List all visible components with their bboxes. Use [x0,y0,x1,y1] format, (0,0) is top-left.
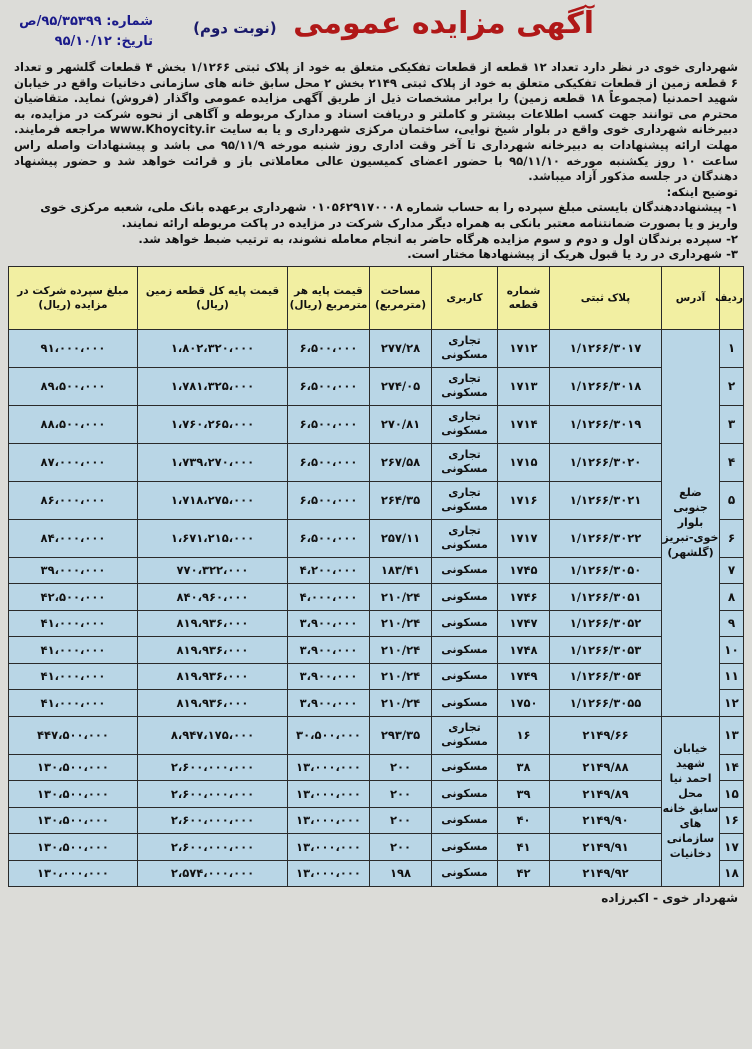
cell-plak: ۱/۱۲۶۶/۳۰۵۳ [550,637,662,664]
cell-use: مسکونی [432,663,498,690]
cell-use: تجاری مسکونی [432,481,498,519]
cell-row-number: ۱۵ [720,781,744,808]
table-row [9,637,744,664]
cell-deposit: ۱۳۰،۵۰۰،۰۰۰ [9,781,138,808]
cell-plak: ۱/۱۲۶۶/۳۰۵۵ [550,690,662,717]
table-row [9,557,744,584]
cell-use: مسکونی [432,610,498,637]
cell-address-group-2: خیابان شهید احمد نیا محل سابق خانه های سازمانی دخانیات [662,716,720,887]
cell-deposit: ۸۶،۰۰۰،۰۰۰ [9,481,138,519]
cell-base-total: ۷۷۰،۳۲۲،۰۰۰ [138,557,288,584]
cell-row-number: ۱۶ [720,807,744,834]
header-base-total: قیمت پایه کل قطعه زمین (ریال) [138,266,288,329]
cell-area: ۲۰۰ [370,781,432,808]
cell-row-number: ۹ [720,610,744,637]
cell-use: مسکونی [432,690,498,717]
cell-base-total: ۱،۷۸۱،۳۲۵،۰۰۰ [138,367,288,405]
cell-area: ۲۶۷/۵۸ [370,443,432,481]
note-item: ۲- سپرده برندگان اول و دوم و سوم مزایده هرگاه حاضر به انجام معامله نشوند، به ترتیب ضبط خواهد شد. [138,231,738,246]
cell-deposit: ۴۴۷،۵۰۰،۰۰۰ [9,716,138,754]
cell-base-total: ۸۱۹،۹۳۶،۰۰۰ [138,610,288,637]
table-row [9,690,744,717]
cell-base-per-m: ۳۰،۵۰۰،۰۰۰ [288,716,370,754]
turn-label: (نوبت دوم) [193,19,277,37]
cell-area: ۲۰۰ [370,754,432,781]
cell-area: ۲۷۷/۲۸ [370,329,432,367]
cell-piece: ۳۸ [498,754,550,781]
cell-deposit: ۸۴،۰۰۰،۰۰۰ [9,519,138,557]
cell-plak: ۱/۱۲۶۶/۳۰۱۸ [550,367,662,405]
cell-base-per-m: ۶،۵۰۰،۰۰۰ [288,519,370,557]
cell-deposit: ۸۹،۵۰۰،۰۰۰ [9,367,138,405]
cell-deposit: ۴۱،۰۰۰،۰۰۰ [9,690,138,717]
header-area: مساحت (مترمربع) [370,266,432,329]
cell-plak: ۱/۱۲۶۶/۳۰۵۴ [550,663,662,690]
cell-deposit: ۴۲،۵۰۰،۰۰۰ [9,584,138,611]
cell-base-per-m: ۱۳،۰۰۰،۰۰۰ [288,860,370,887]
cell-use: تجاری مسکونی [432,405,498,443]
table-row [9,610,744,637]
cell-area: ۱۹۸ [370,860,432,887]
cell-base-per-m: ۳،۹۰۰،۰۰۰ [288,663,370,690]
cell-plak: ۲۱۴۹/۹۲ [550,860,662,887]
header-plak: پلاک ثبتی [550,266,662,329]
cell-area: ۲۰۰ [370,834,432,861]
cell-row-number: ۷ [720,557,744,584]
cell-row-number: ۱۸ [720,860,744,887]
cell-base-per-m: ۶،۵۰۰،۰۰۰ [288,481,370,519]
cell-base-total: ۸۱۹،۹۳۶،۰۰۰ [138,637,288,664]
cell-deposit: ۳۹،۰۰۰،۰۰۰ [9,557,138,584]
cell-base-per-m: ۶،۵۰۰،۰۰۰ [288,405,370,443]
cell-base-total: ۲،۶۰۰،۰۰۰،۰۰۰ [138,834,288,861]
table-row [9,367,744,405]
table-row [9,716,744,754]
header-address: آدرس [662,266,720,329]
cell-piece: ۱۷۱۷ [498,519,550,557]
cell-area: ۲۱۰/۲۴ [370,637,432,664]
cell-row-number: ۱۰ [720,637,744,664]
table-row [9,754,744,781]
cell-base-total: ۸۴۰،۹۶۰،۰۰۰ [138,584,288,611]
number-value: ۹۵/۳۵۳۹۹/ص [19,14,102,29]
cell-deposit: ۴۱،۰۰۰،۰۰۰ [9,663,138,690]
note-item: ۳- شهرداری در رد یا قبول هریک از پیشنهادها مختار است. [407,247,738,262]
table-row [9,584,744,611]
cell-plak: ۱/۱۲۶۶/۳۰۲۲ [550,519,662,557]
cell-base-total: ۱،۸۰۲،۳۲۰،۰۰۰ [138,329,288,367]
cell-plak: ۲۱۴۹/۸۸ [550,754,662,781]
cell-base-total: ۱،۷۶۰،۲۶۵،۰۰۰ [138,405,288,443]
cell-base-per-m: ۶،۵۰۰،۰۰۰ [288,367,370,405]
cell-deposit: ۱۳۰،۵۰۰،۰۰۰ [9,754,138,781]
table-row [9,405,744,443]
cell-row-number: ۱۲ [720,690,744,717]
cell-deposit: ۸۸،۵۰۰،۰۰۰ [9,405,138,443]
cell-use: مسکونی [432,557,498,584]
cell-piece: ۱۷۱۶ [498,481,550,519]
cell-base-per-m: ۱۳،۰۰۰،۰۰۰ [288,834,370,861]
cell-piece: ۱۷۵۰ [498,690,550,717]
cell-area: ۲۱۰/۲۴ [370,610,432,637]
cell-plak: ۱/۱۲۶۶/۳۰۵۰ [550,557,662,584]
cell-use: تجاری مسکونی [432,443,498,481]
cell-piece: ۱۷۱۵ [498,443,550,481]
cell-deposit: ۱۳۰،۵۰۰،۰۰۰ [9,834,138,861]
number-label: شماره: [106,14,153,29]
cell-base-total: ۲،۵۷۴،۰۰۰،۰۰۰ [138,860,288,887]
cell-plak: ۱/۱۲۶۶/۳۰۵۲ [550,610,662,637]
cell-plak: ۱/۱۲۶۶/۳۰۵۱ [550,584,662,611]
cell-row-number: ۶ [720,519,744,557]
intro-paragraph [8,60,744,185]
cell-use: تجاری مسکونی [432,329,498,367]
cell-use: مسکونی [432,860,498,887]
cell-piece: ۱۷۴۸ [498,637,550,664]
cell-area: ۲۰۰ [370,807,432,834]
table-row [9,860,744,887]
cell-row-number: ۱۱ [720,663,744,690]
date-value: ۹۵/۱۰/۱۲ [54,34,112,49]
cell-row-number: ۳ [720,405,744,443]
table-row [9,834,744,861]
cell-base-total: ۸۱۹،۹۳۶،۰۰۰ [138,663,288,690]
cell-use: مسکونی [432,637,498,664]
cell-base-per-m: ۶،۵۰۰،۰۰۰ [288,443,370,481]
cell-piece: ۱۷۱۲ [498,329,550,367]
header-base-per-m: قیمت پایه هر مترمربع (ریال) [288,266,370,329]
header-deposit: مبلغ سپرده شرکت در مزایده (ریال) [9,266,138,329]
table-row [9,781,744,808]
cell-base-per-m: ۱۳،۰۰۰،۰۰۰ [288,781,370,808]
table-row [9,443,744,481]
cell-use: تجاری مسکونی [432,519,498,557]
cell-piece: ۱۷۱۴ [498,405,550,443]
cell-plak: ۲۱۴۹/۹۰ [550,807,662,834]
intro-text: شهرداری خوی در نظر دارد تعداد ۱۲ قطعه از قطعات تفکیکی متعلق به خود از پلاک ثبتی ۱/۱۲۶۶ بخش ۴ قطعات گلشهر و تعداد ۶ قطعه زمین از قطعات تفکیکی متعلق به خود از پلاک ثبتی ۲۱۴۹ بخش ۲ محل سابق خانه های سازمانی دخانیات واقع در خیابان شهید احمدنیا (مجموعاً ۱۸ قطعه زمین) را برابر مشخصات ذیل از طریق آگهی مزایده عمومی واگذار (فروش) نماید. متقاضیان محترم می توانند جهت کسب اطلاعات بیشتر و کاملتر و دریافت اسناد و مدارک مربوطه و آگاهی از نحوه شرکت در مزایده، به دبیرخانه شهرداری خوی واقع در بلوار شیخ نوایی، ساختمان مرکزی شهرداری و یا به سایت www.Khoycity.ir مراجعه فرمایند. مهلت ارائه پیشنهادات به دبیرخانه شهرداری تا آخر وقت اداری روز شنبه مورخه ۹۵/۱۱/۹ می باشد و پیشنهادات واصله راس ساعت ۱۰ روز یکشنبه مورخه ۹۵/۱۱/۱۰ با حضور اعضای کمیسیون عالی معاملاتی باز و قرائت خواهد شد و حضور پیشنهاد دهندگان در جلسه مذکور آزاد میباشد. [14,60,738,184]
cell-area: ۲۱۰/۲۴ [370,663,432,690]
cell-plak: ۱/۱۲۶۶/۳۰۱۹ [550,405,662,443]
table-row [9,807,744,834]
cell-area: ۲۱۰/۲۴ [370,690,432,717]
cell-row-number: ۸ [720,584,744,611]
cell-base-per-m: ۳،۹۰۰،۰۰۰ [288,690,370,717]
signature-footer: شهردار خوی - اکبرزاده [601,891,738,906]
cell-piece: ۱۷۴۹ [498,663,550,690]
cell-deposit: ۴۱،۰۰۰،۰۰۰ [9,610,138,637]
header-row-number: ردیف [720,266,744,329]
cell-use: مسکونی [432,781,498,808]
cell-base-per-m: ۴،۲۰۰،۰۰۰ [288,557,370,584]
table-row [9,519,744,557]
table-body [9,329,744,887]
cell-base-per-m: ۳،۹۰۰،۰۰۰ [288,610,370,637]
cell-address-group-1: ضلع جنوبی بلوار خوی-تبریز (گلشهر) [662,329,720,716]
cell-base-per-m: ۶،۵۰۰،۰۰۰ [288,329,370,367]
cell-piece: ۱۶ [498,716,550,754]
cell-piece: ۱۷۱۳ [498,367,550,405]
notice-title [193,6,594,41]
cell-area: ۲۷۴/۰۵ [370,367,432,405]
cell-plak: ۲۱۴۹/۹۱ [550,834,662,861]
cell-piece: ۳۹ [498,781,550,808]
cell-row-number: ۲ [720,367,744,405]
notice-meta [18,12,153,52]
cell-piece: ۱۷۴۶ [498,584,550,611]
cell-use: تجاری مسکونی [432,716,498,754]
cell-base-total: ۲،۶۰۰،۰۰۰،۰۰۰ [138,754,288,781]
title-text: آگهی مزایده عمومی [293,6,594,41]
cell-use: مسکونی [432,584,498,611]
table-row [9,329,744,367]
cell-piece: ۴۲ [498,860,550,887]
table-row [9,481,744,519]
cell-plak: ۱/۱۲۶۶/۳۰۱۷ [550,329,662,367]
cell-use: مسکونی [432,807,498,834]
cell-deposit: ۴۱،۰۰۰،۰۰۰ [9,637,138,664]
cell-row-number: ۱۴ [720,754,744,781]
notice-header [8,6,744,60]
notes-section [8,185,744,263]
table-row [9,663,744,690]
cell-plak: ۱/۱۲۶۶/۳۰۲۰ [550,443,662,481]
cell-plak: ۲۱۴۹/۸۹ [550,781,662,808]
header-piece: شماره قطعه [498,266,550,329]
cell-row-number: ۴ [720,443,744,481]
cell-plak: ۲۱۴۹/۶۶ [550,716,662,754]
cell-piece: ۱۷۴۵ [498,557,550,584]
cell-row-number: ۱۷ [720,834,744,861]
cell-area: ۲۶۴/۳۵ [370,481,432,519]
cell-deposit: ۹۱،۰۰۰،۰۰۰ [9,329,138,367]
cell-area: ۲۵۷/۱۱ [370,519,432,557]
auction-table [8,266,744,888]
cell-piece: ۴۱ [498,834,550,861]
table-header-row [9,266,744,329]
note-item: ۱- پیشنهاددهندگان بایستی مبلغ سپرده را به حساب شماره ۰۱۰۵۶۲۹۱۷۰۰۰۸ شهرداری برعهده بانک ملی، شعبه مرکزی خوی واریز و یا بصورت ضمانتنامه معتبر بانکی به همراه دیگر مدارک شرکت در مزایده در پاکت مربوطه ارائه نمایند. [40,200,738,230]
cell-area: ۲۱۰/۲۴ [370,584,432,611]
cell-row-number: ۵ [720,481,744,519]
cell-use: تجاری مسکونی [432,367,498,405]
cell-base-total: ۱،۶۷۱،۲۱۵،۰۰۰ [138,519,288,557]
cell-piece: ۴۰ [498,807,550,834]
cell-deposit: ۸۷،۰۰۰،۰۰۰ [9,443,138,481]
cell-base-total: ۲،۶۰۰،۰۰۰،۰۰۰ [138,807,288,834]
cell-area: ۲۹۳/۳۵ [370,716,432,754]
cell-base-total: ۱،۷۳۹،۲۷۰،۰۰۰ [138,443,288,481]
cell-base-per-m: ۴،۰۰۰،۰۰۰ [288,584,370,611]
cell-use: مسکونی [432,834,498,861]
cell-base-per-m: ۳،۹۰۰،۰۰۰ [288,637,370,664]
cell-row-number: ۱ [720,329,744,367]
cell-base-total: ۲،۶۰۰،۰۰۰،۰۰۰ [138,781,288,808]
cell-base-total: ۸۱۹،۹۳۶،۰۰۰ [138,690,288,717]
cell-area: ۱۸۳/۴۱ [370,557,432,584]
cell-deposit: ۱۳۰،۵۰۰،۰۰۰ [9,807,138,834]
cell-piece: ۱۷۴۷ [498,610,550,637]
date-label: تاریخ: [116,34,153,49]
cell-base-per-m: ۱۳،۰۰۰،۰۰۰ [288,807,370,834]
cell-plak: ۱/۱۲۶۶/۳۰۲۱ [550,481,662,519]
cell-base-total: ۱،۷۱۸،۲۷۵،۰۰۰ [138,481,288,519]
cell-deposit: ۱۳۰،۰۰۰،۰۰۰ [9,860,138,887]
header-use: کاربری [432,266,498,329]
notes-title: توضیح اینکه: [666,184,738,199]
cell-use: مسکونی [432,754,498,781]
cell-base-per-m: ۱۳،۰۰۰،۰۰۰ [288,754,370,781]
cell-base-total: ۸،۹۴۷،۱۷۵،۰۰۰ [138,716,288,754]
cell-area: ۲۷۰/۸۱ [370,405,432,443]
cell-row-number: ۱۳ [720,716,744,754]
